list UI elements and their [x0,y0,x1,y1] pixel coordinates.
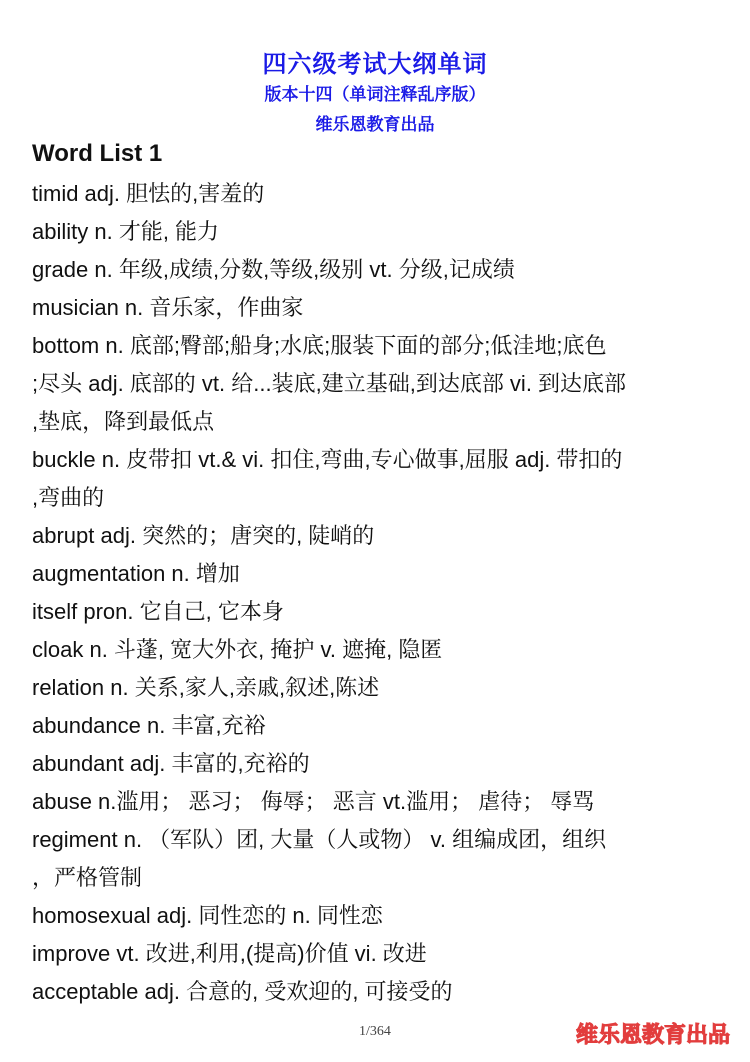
entry-line: ，严格管制 [32,865,143,890]
page-number: 1/364 [359,1024,391,1039]
entry-line: buckle n. 皮带扣 vt.& vi. 扣住,弯曲,专心做事,屈服 adj. 带扣的 [32,447,623,472]
entry-line: regiment n. （军队）团, 大量（人或物） v. 组编成团，组织 [32,827,607,852]
entry-line: abrupt adj. 突然的；唐突的, 陡峭的 [32,523,375,548]
entry-line: abundant adj. 丰富的,充裕的 [32,751,310,776]
document-title: 四六级考试大纲单词 [262,51,488,78]
entry-line: grade n. 年级,成绩,分数,等级,级别 vt. 分级,记成绩 [32,257,515,282]
entry-line: cloak n. 斗蓬, 宽大外衣, 掩护 v. 遮掩, 隐匿 [32,637,443,662]
entry-line: ,垫底，降到最低点 [32,409,215,434]
entry-line: acceptable adj. 合意的, 受欢迎的, 可接受的 [32,979,453,1004]
entry-line: bottom n. 底部;臀部;船身;水底;服装下面的部分;低洼地;底色 [32,333,607,358]
entry-line: abundance n. 丰富,充裕 [32,713,266,738]
entry-line: timid adj. 胆怯的,害羞的 [32,181,265,206]
entry-line: abuse n.滥用； 恶习； 侮辱； 恶言 vt.滥用； 虐待； 辱骂 [32,789,595,814]
entry-line: musician n. 音乐家，作曲家 [32,295,304,320]
entry-line: relation n. 关系,家人,亲戚,叙述,陈述 [32,675,380,700]
entry-line: ;尽头 adj. 底部的 vt. 给...装底,建立基础,到达底部 vi. 到达底部 [32,371,627,396]
document-subtitle: 版本十四（单词注释乱序版） [264,85,486,104]
entry-line: improve vt. 改进,利用,(提高)价值 vi. 改进 [32,941,427,966]
entry-line: ,弯曲的 [32,485,105,510]
entry-line: itself pron. 它自己, 它本身 [32,599,284,624]
word-entries [32,175,722,1011]
entry-line: homosexual adj. 同性恋的 n. 同性恋 [32,903,383,928]
entry-line: augmentation n. 增加 [32,561,240,586]
publisher-line: 维乐恩教育出品 [315,115,435,134]
entry-line: ability n. 才能, 能力 [32,219,220,244]
publisher-watermark: 维乐恩教育出品 [575,1022,730,1047]
word-list-heading: Word List 1 [32,140,163,167]
